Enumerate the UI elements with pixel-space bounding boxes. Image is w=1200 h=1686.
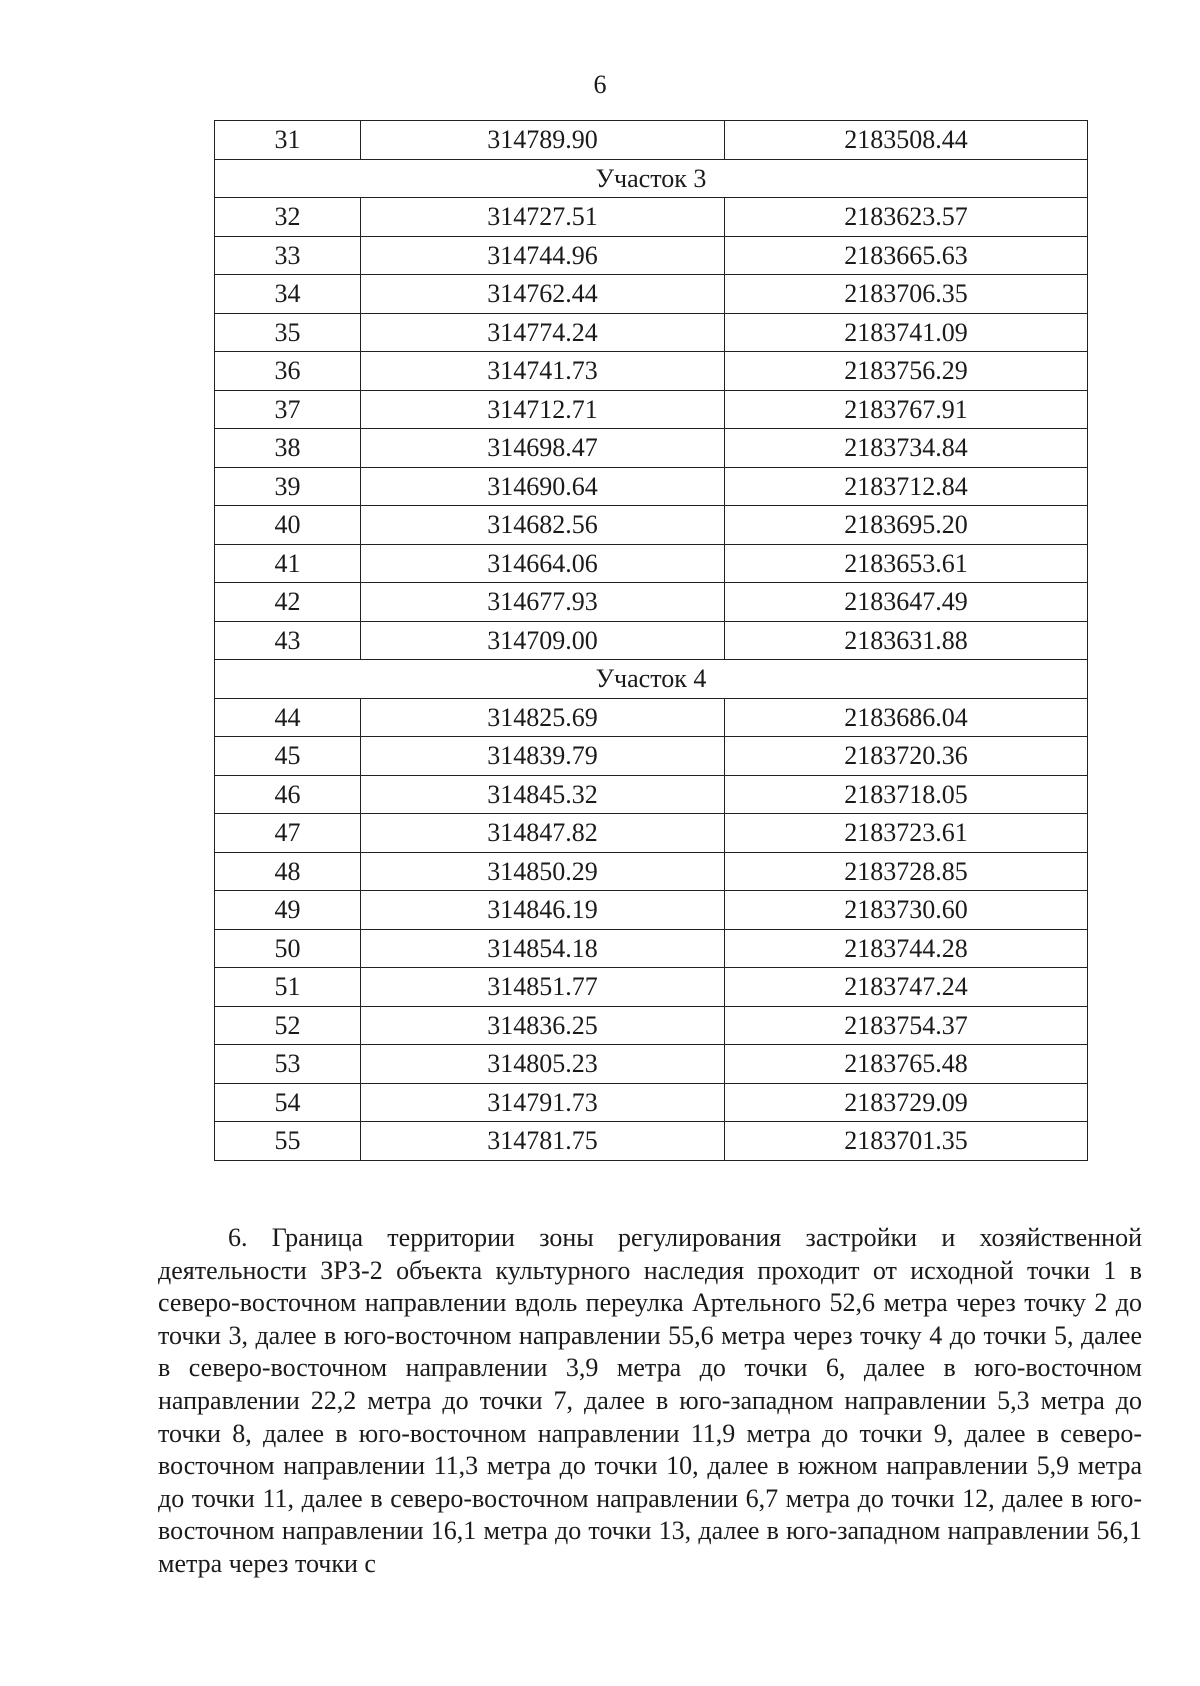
page-number: 6 [593, 70, 607, 99]
table-row [215, 352, 1088, 391]
point-number-cell: 41 [215, 544, 361, 583]
point-number-cell: 55 [215, 1122, 361, 1161]
x-coordinate-cell: 314690.64 [361, 467, 725, 506]
table-row [215, 621, 1088, 660]
x-coordinate-cell: 314789.90 [361, 121, 725, 160]
x-coordinate-cell: 314851.77 [361, 968, 725, 1007]
x-coordinate-cell: 314846.19 [361, 891, 725, 930]
x-coordinate-cell: 314682.56 [361, 506, 725, 545]
y-coordinate-cell: 2183756.29 [725, 352, 1088, 391]
point-number-cell: 31 [215, 121, 361, 160]
point-number-cell: 44 [215, 698, 361, 737]
x-coordinate-cell: 314698.47 [361, 429, 725, 468]
table-row [215, 775, 1088, 814]
point-number-cell: 35 [215, 313, 361, 352]
table-row [215, 236, 1088, 275]
section-title: Участок 4 [215, 660, 1088, 699]
point-number-cell: 32 [215, 198, 361, 237]
y-coordinate-cell: 2183712.84 [725, 467, 1088, 506]
x-coordinate-cell: 314712.71 [361, 390, 725, 429]
table-row [215, 313, 1088, 352]
x-coordinate-cell: 314805.23 [361, 1045, 725, 1084]
x-coordinate-cell: 314781.75 [361, 1122, 725, 1161]
section-header-row [215, 660, 1088, 699]
x-coordinate-cell: 314664.06 [361, 544, 725, 583]
x-coordinate-cell: 314825.69 [361, 698, 725, 737]
x-coordinate-cell: 314854.18 [361, 929, 725, 968]
table-row [215, 814, 1088, 853]
x-coordinate-cell: 314762.44 [361, 275, 725, 314]
y-coordinate-cell: 2183744.28 [725, 929, 1088, 968]
x-coordinate-cell: 314847.82 [361, 814, 725, 853]
y-coordinate-cell: 2183767.91 [725, 390, 1088, 429]
table-row [215, 467, 1088, 506]
point-number-cell: 43 [215, 621, 361, 660]
table-row [215, 1083, 1088, 1122]
table-row [215, 429, 1088, 468]
table-row [215, 737, 1088, 776]
table-row [215, 583, 1088, 622]
table-row [215, 968, 1088, 1007]
table-row [215, 698, 1088, 737]
y-coordinate-cell: 2183665.63 [725, 236, 1088, 275]
section-title: Участок 3 [215, 159, 1088, 198]
y-coordinate-cell: 2183623.57 [725, 198, 1088, 237]
y-coordinate-cell: 2183718.05 [725, 775, 1088, 814]
table-row [215, 852, 1088, 891]
table-row [215, 121, 1088, 160]
point-number-cell: 47 [215, 814, 361, 853]
point-number-cell: 36 [215, 352, 361, 391]
point-number-cell: 52 [215, 1006, 361, 1045]
point-number-cell: 53 [215, 1045, 361, 1084]
y-coordinate-cell: 2183729.09 [725, 1083, 1088, 1122]
table-row [215, 275, 1088, 314]
table-row [215, 1045, 1088, 1084]
boundary-description-paragraph: 6. Граница территории зоны регулирования застройки и хозяйственной деятельности ЗРЗ-2 объекта культурного наследия проходит от исходной точки 1 в северо-восточном направлении вдоль переулка Артельного 52,6 метра через точку 2 до точки 3, далее в юго-восточном направлении 55,6 метра через точку 4 до точки 5, далее в северо-восточном направлении 3,9 метра до точки 6, далее в юго-восточном направлении 22,2 метра до точки 7, далее в юго-западном направлении 5,3 метра до точки 8, далее в юго-восточном направлении 11,9 метра до точки 9, далее в северо-восточном направлении 11,3 метра до точки 10, далее в южном направлении 5,9 метра до точки 11, далее в северо-восточном направлении 6,7 метра до точки 12, далее в юго-восточном направлении 16,1 метра до точки 13, далее в юго-западном направлении 56,1 метра через точки с [158, 1223, 1142, 1578]
y-coordinate-cell: 2183631.88 [725, 621, 1088, 660]
y-coordinate-cell: 2183754.37 [725, 1006, 1088, 1045]
table-row [215, 506, 1088, 545]
x-coordinate-cell: 314850.29 [361, 852, 725, 891]
y-coordinate-cell: 2183723.61 [725, 814, 1088, 853]
y-coordinate-cell: 2183747.24 [725, 968, 1088, 1007]
point-number-cell: 51 [215, 968, 361, 1007]
y-coordinate-cell: 2183647.49 [725, 583, 1088, 622]
x-coordinate-cell: 314677.93 [361, 583, 725, 622]
section-header-row [215, 159, 1088, 198]
x-coordinate-cell: 314709.00 [361, 621, 725, 660]
y-coordinate-cell: 2183686.04 [725, 698, 1088, 737]
point-number-cell: 40 [215, 506, 361, 545]
x-coordinate-cell: 314727.51 [361, 198, 725, 237]
y-coordinate-cell: 2183508.44 [725, 121, 1088, 160]
point-number-cell: 50 [215, 929, 361, 968]
table-row [215, 1006, 1088, 1045]
x-coordinate-cell: 314836.25 [361, 1006, 725, 1045]
y-coordinate-cell: 2183728.85 [725, 852, 1088, 891]
y-coordinate-cell: 2183734.84 [725, 429, 1088, 468]
point-number-cell: 34 [215, 275, 361, 314]
x-coordinate-cell: 314845.32 [361, 775, 725, 814]
x-coordinate-cell: 314741.73 [361, 352, 725, 391]
point-number-cell: 39 [215, 467, 361, 506]
table-row [215, 891, 1088, 930]
point-number-cell: 48 [215, 852, 361, 891]
coordinates-table [214, 120, 1088, 1161]
point-number-cell: 45 [215, 737, 361, 776]
point-number-cell: 37 [215, 390, 361, 429]
table-row [215, 1122, 1088, 1161]
point-number-cell: 38 [215, 429, 361, 468]
point-number-cell: 49 [215, 891, 361, 930]
x-coordinate-cell: 314744.96 [361, 236, 725, 275]
table-row [215, 390, 1088, 429]
y-coordinate-cell: 2183701.35 [725, 1122, 1088, 1161]
y-coordinate-cell: 2183706.35 [725, 275, 1088, 314]
table-row [215, 198, 1088, 237]
y-coordinate-cell: 2183741.09 [725, 313, 1088, 352]
y-coordinate-cell: 2183730.60 [725, 891, 1088, 930]
point-number-cell: 33 [215, 236, 361, 275]
y-coordinate-cell: 2183720.36 [725, 737, 1088, 776]
coordinates-table-body [215, 121, 1088, 1161]
table-row [215, 929, 1088, 968]
y-coordinate-cell: 2183653.61 [725, 544, 1088, 583]
y-coordinate-cell: 2183695.20 [725, 506, 1088, 545]
x-coordinate-cell: 314839.79 [361, 737, 725, 776]
y-coordinate-cell: 2183765.48 [725, 1045, 1088, 1084]
point-number-cell: 46 [215, 775, 361, 814]
point-number-cell: 42 [215, 583, 361, 622]
point-number-cell: 54 [215, 1083, 361, 1122]
x-coordinate-cell: 314774.24 [361, 313, 725, 352]
x-coordinate-cell: 314791.73 [361, 1083, 725, 1122]
table-row [215, 544, 1088, 583]
